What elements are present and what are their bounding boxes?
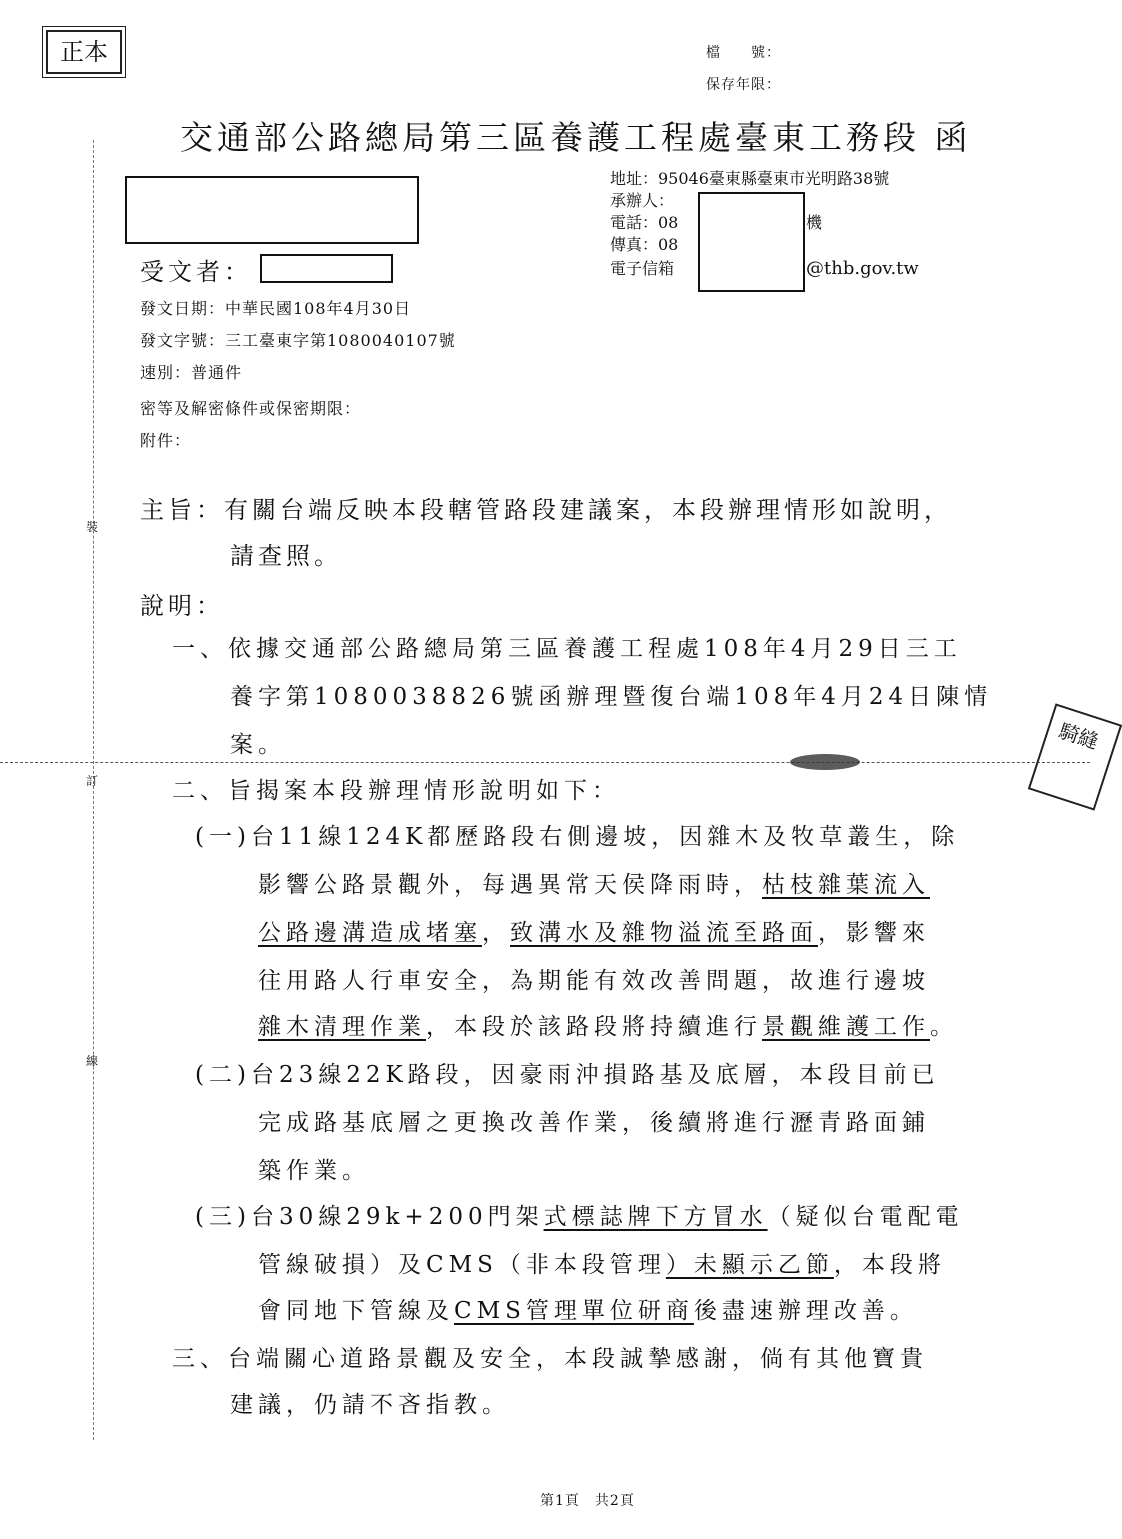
margin-mark-xian: 線 [86, 1054, 99, 1068]
margin-mark-zhuang: 裝 [86, 520, 99, 534]
agency-address: 地址：95046臺東縣臺東市光明路38號 [610, 169, 890, 188]
document-title: 交通部公路總局第三區養護工程處臺東工務段 函 [180, 118, 972, 157]
item-2-1-line-1: (一)台11線124K都歷路段右側邊坡，因雜木及牧草叢生，除 [195, 824, 960, 850]
issue-date: 發文日期：中華民國108年4月30日 [140, 299, 412, 318]
attachments-label: 附件： [140, 431, 192, 450]
phone-extension-label: 機 [806, 213, 823, 232]
secrecy-level: 密等及解密條件或保密期限： [140, 399, 362, 418]
item-2-1-line-4: 往用路人行車安全，為期能有效改善問題，故進行邊坡 [258, 968, 930, 994]
recipient-label: 受文者： [140, 258, 252, 286]
fold-cut-line [0, 762, 1090, 763]
item-1-line-3: 案。 [230, 732, 286, 758]
original-copy-stamp: 正本 [46, 30, 122, 74]
redacted-contact-details [698, 192, 805, 292]
item-2-heading: 二、旨揭案本段辦理情形說明如下： [172, 778, 620, 804]
item-2-1-line-5: 雜木清理作業，本段於該路段將持續進行景觀維護工作。 [258, 1014, 958, 1040]
explanation-label: 說明： [140, 592, 224, 620]
item-2-2-line-1: (二)台23線22K路段，因豪雨沖損路基及底層，本段目前已 [195, 1062, 940, 1088]
redacted-address-block [125, 176, 419, 244]
email-domain: @thb.gov.tw [806, 258, 919, 279]
email-label: 電子信箱 [610, 259, 675, 278]
item-2-3-line-2: 管線破損）及CMS（非本段管理）未顯示乙節，本段將 [258, 1252, 946, 1278]
margin-mark-ding: 訂 [86, 774, 99, 788]
phone-label: 電話：08 [610, 213, 679, 232]
item-2-3-line-3: 會同地下管線及CMS管理單位研商後盡速辦理改善。 [258, 1298, 918, 1324]
ink-smudge [790, 754, 860, 770]
item-2-2-line-2: 完成路基底層之更換改善作業，後續將進行瀝青路面鋪 [258, 1110, 930, 1136]
fax-label: 傳真：08 [610, 235, 679, 254]
item-2-1-line-2: 影響公路景觀外，每遇異常天侯降雨時，枯枝雜葉流入 [258, 872, 930, 898]
retention-period-label: 保存年限： [706, 77, 781, 93]
binding-margin-line [93, 140, 94, 1440]
subject-line-2: 請查照。 [230, 542, 342, 570]
delivery-speed: 速別：普通件 [140, 363, 243, 382]
item-1-line-1: 一、依據交通部公路總局第三區養護工程處108年4月29日三工 [172, 636, 962, 662]
item-3-line-2: 建議，仍請不吝指教。 [230, 1392, 510, 1418]
item-3-line-1: 三、台端關心道路景觀及安全，本段誠摯感謝，倘有其他寶貴 [172, 1346, 928, 1372]
seam-seal-stamp: 騎縫 [1028, 703, 1122, 810]
file-number-label: 檔 號： [706, 45, 781, 61]
redacted-recipient [260, 254, 393, 283]
item-1-line-2: 養字第1080038826號函辦理暨復台端108年4月24日陳情 [230, 684, 993, 710]
page-footer: 第1頁 共2頁 [540, 1493, 635, 1509]
item-2-2-line-3: 築作業。 [258, 1158, 370, 1184]
handler-label: 承辦人： [610, 191, 675, 210]
item-2-3-line-1: (三)台30線29k+200門架式標誌牌下方冒水（疑似台電配電 [195, 1204, 964, 1230]
document-number: 發文字號：三工臺東字第1080040107號 [140, 331, 456, 350]
item-2-1-line-3: 公路邊溝造成堵塞，致溝水及雜物溢流至路面，影響來 [258, 920, 930, 946]
subject-line-1: 主旨：有關台端反映本段轄管路段建議案，本段辦理情形如說明， [140, 496, 952, 524]
